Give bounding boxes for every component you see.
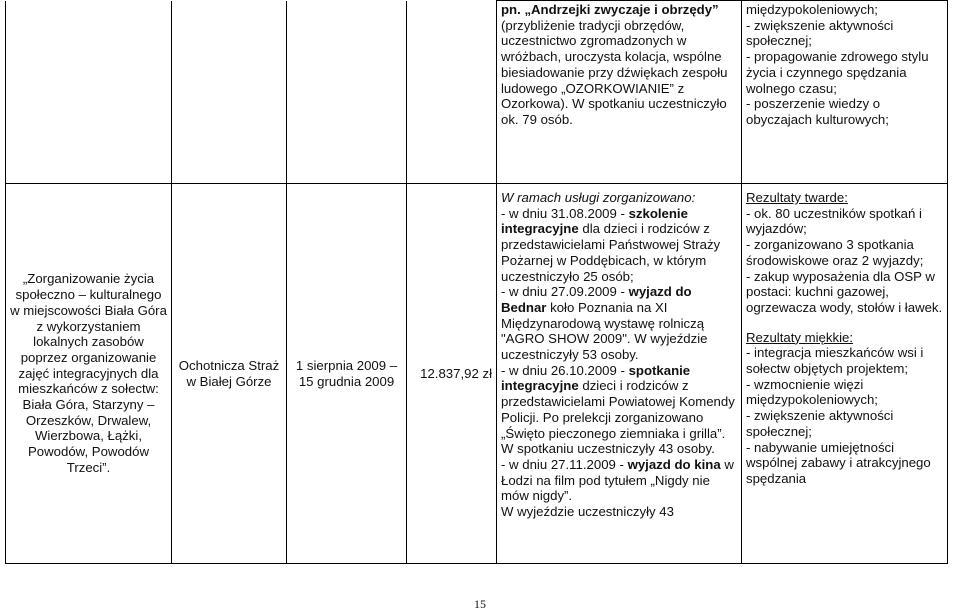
activity-text: koło Poznania na XI Międzynarodową wystawę rolniczą "AGRO SHOW 2009". W wyjeździe uczestniczyły 53 osoby. [501, 299, 708, 363]
hard-results-heading: Rezultaty twarde: [746, 190, 848, 205]
empty-cell [407, 1, 497, 184]
activity-date: - w dniu 27.09.2009 - [501, 284, 629, 300]
result-item: - propagowanie zdrowego stylu życia i czynnego spędzania wolnego czasu; [746, 49, 929, 96]
activity-title: wyjazd do kina [627, 456, 721, 472]
project-table [5, 0, 948, 564]
activity-date: - w dniu 31.08.2009 - [501, 205, 629, 221]
result-item: międzypokoleniowych; [746, 2, 878, 17]
result-item: - integracja mieszkańców wsi i sołectw objętych projektem; [746, 345, 924, 377]
activity-text: w Łodzi na film pod tytułem „Nigdy nie mów nigdy”. [501, 456, 734, 504]
table-row [6, 1, 948, 184]
activity-title: wyjazd do Bednar [501, 284, 692, 315]
empty-cell [287, 1, 407, 184]
task-name-cell: „Zorganizowanie życia społeczno – kulturalnego w miejscowości Biała Góra z wykorzystaniem lokalnych zasobów poprzez organizowanie zajęć integracyjnych dla mieszkańców z sołectw: Biała Góra, Starzyny – Orzeszków, Drwalew, Wierzbowa, Łążki, Powodów, Powodów Trzeci”. [6, 184, 172, 564]
activity-item [501, 206, 737, 285]
activity-item [501, 457, 737, 504]
result-item: - wzmocnienie więzi międzypokoleniowych; [746, 376, 878, 408]
activity-item [501, 363, 737, 457]
activity-date: - w dniu 27.11.2009 - [501, 456, 628, 472]
activity-title: szkolenie integracyjne [501, 205, 688, 237]
result-item: - poszerzenie wiedzy o obyczajach kulturowych; [746, 96, 889, 127]
empty-cell [172, 1, 287, 184]
event-title: pn. „Andrzejki zwyczaje i obrzędy” [501, 2, 719, 17]
activities-intro: W ramach usługi zorganizowano: [501, 190, 696, 205]
result-item: - nabywanie umiejętności wspólnej zabawy i atrakcyjnego spędzania [746, 439, 931, 486]
result-item: - zwiększenie aktywności społecznej; [746, 408, 894, 439]
result-item: - zwiększenie aktywności społecznej; [746, 17, 894, 49]
period-cell: 1 sierpnia 2009 – 15 grudnia 2009 [287, 184, 407, 564]
results-cell [742, 1, 948, 184]
activities-cell [497, 184, 742, 564]
activity-continued: W wyjeździe uczestniczyły 43 [501, 504, 674, 520]
activity-item [501, 284, 737, 363]
page-number: 15 [474, 597, 486, 611]
activity-date: - w dniu 26.10.2009 - [501, 362, 629, 378]
amount-cell: 12.837,92 zł [407, 184, 497, 564]
activity-title: spotkanie integracyjne [501, 362, 691, 394]
result-item: - ok. 80 uczestników spotkań i wyjazdów; [746, 205, 922, 237]
result-item: - zorganizowano 3 spotkania środowiskowe oraz 2 wyjazdy; [746, 237, 924, 268]
soft-results-heading: Rezultaty miękkie: [746, 329, 854, 345]
organization-cell: Ochotnicza Straż w Białej Górze [172, 184, 287, 564]
activities-cell [497, 1, 742, 184]
activity-text: dla dzieci i rodziców z przedstawicielami Państwowej Straży Pożarnej w Poddębicach, w którym uczestniczyło 25 osób; [501, 221, 721, 284]
activity-text: dzieci i rodziców z przedstawicielami Powiatowej Komendy Policji. Po prelekcji zorganizowano „Święto pieczonego ziemniaka i grilla”. W spotkaniu uczestniczyły 43 osoby. [501, 378, 735, 457]
table-row [6, 184, 948, 564]
event-description: (przybliżenie tradycji obrzędów, uczestnictwo zgromadzonych w wróżbach, uroczysta kolacja, wspólne biesiadowanie przy dźwiękach zespołu ludowego „OZORKOWIANIE” z Ozorkowa). W spotkaniu uczestniczyło ok. 79 osób. [501, 17, 728, 127]
result-item: - zakup wyposażenia dla OSP w postaci: kuchni gazowej, ogrzewacza wody, stołów i ławek. [746, 268, 943, 315]
results-cell [742, 184, 948, 564]
empty-cell [6, 1, 172, 184]
